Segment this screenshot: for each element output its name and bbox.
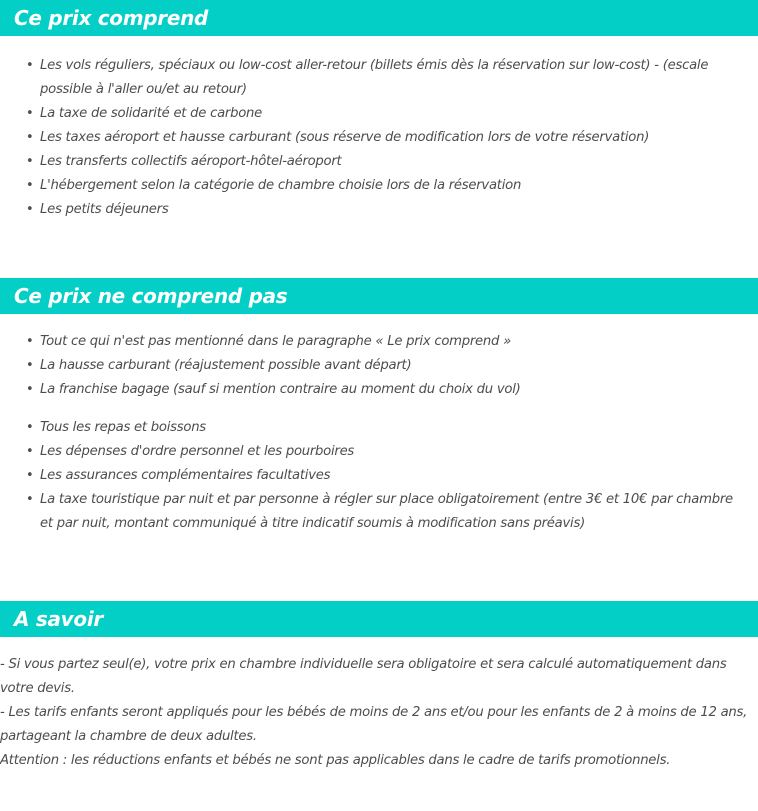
section-price-excludes (0, 278, 758, 536)
price-includes-list (0, 36, 758, 222)
list-item: • Les transferts collectifs aéroport-hôtel-aéroport (0, 150, 758, 174)
section-spacer (0, 222, 758, 278)
list-item: • Les taxes aéroport et hausse carburant (sous réserve de modification lors de votre réservation) (0, 126, 758, 150)
section-title-price-excludes: Ce prix ne comprend pas (14, 284, 288, 308)
section-header-price-excludes (0, 278, 758, 314)
list-item: • Tout ce qui n'est pas mentionné dans le paragraphe « Le prix comprend » (0, 330, 758, 354)
list-item: • La hausse carburant (réajustement possible avant départ) (0, 354, 758, 378)
list-item: • L'hébergement selon la catégorie de chambre choisie lors de la réservation (0, 174, 758, 198)
list-item: • Les assurances complémentaires facultatives (0, 464, 758, 488)
note-line: - Les tarifs enfants seront appliqués pour les bébés de moins de 2 ans et/ou pour les enfants de 2 à moins de 12 ans, partageant la chambre de deux adultes. (0, 705, 748, 744)
section-price-includes (0, 0, 758, 222)
note-line: Attention : les réductions enfants et bébés ne sont pas applicables dans le cadre de tarifs promotionnels. (0, 753, 671, 768)
section-good-to-know (0, 601, 758, 773)
section-title-good-to-know: A savoir (14, 607, 103, 631)
list-item: • Tous les repas et boissons (0, 416, 758, 440)
good-to-know-notes (0, 637, 758, 773)
list-item: • Les petits déjeuners (0, 198, 758, 222)
list-item: • La taxe touristique par nuit et par personne à régler sur place obligatoirement (entre 3€ et 10€ par chambre et par nuit, montant communiqué à titre indicatif soumis à modification sans préavis) (0, 488, 758, 536)
list-item: • La taxe de solidarité et de carbone (0, 102, 758, 126)
list-item-spacer (0, 402, 758, 416)
section-header-good-to-know (0, 601, 758, 637)
section-spacer (0, 536, 758, 601)
list-item: • Les vols réguliers, spéciaux ou low-cost aller-retour (billets émis dès la réservation sur low-cost) - (escale possible à l'aller ou/et au retour) (0, 54, 758, 102)
section-title-price-includes: Ce prix comprend (14, 6, 209, 30)
note-line: - Si vous partez seul(e), votre prix en chambre individuelle sera obligatoire et sera calculé automatiquement dans votre devis. (0, 657, 727, 696)
section-header-price-includes (0, 0, 758, 36)
list-item: • Les dépenses d'ordre personnel et les pourboires (0, 440, 758, 464)
list-item: • La franchise bagage (sauf si mention contraire au moment du choix du vol) (0, 378, 758, 402)
price-excludes-list (0, 314, 758, 536)
